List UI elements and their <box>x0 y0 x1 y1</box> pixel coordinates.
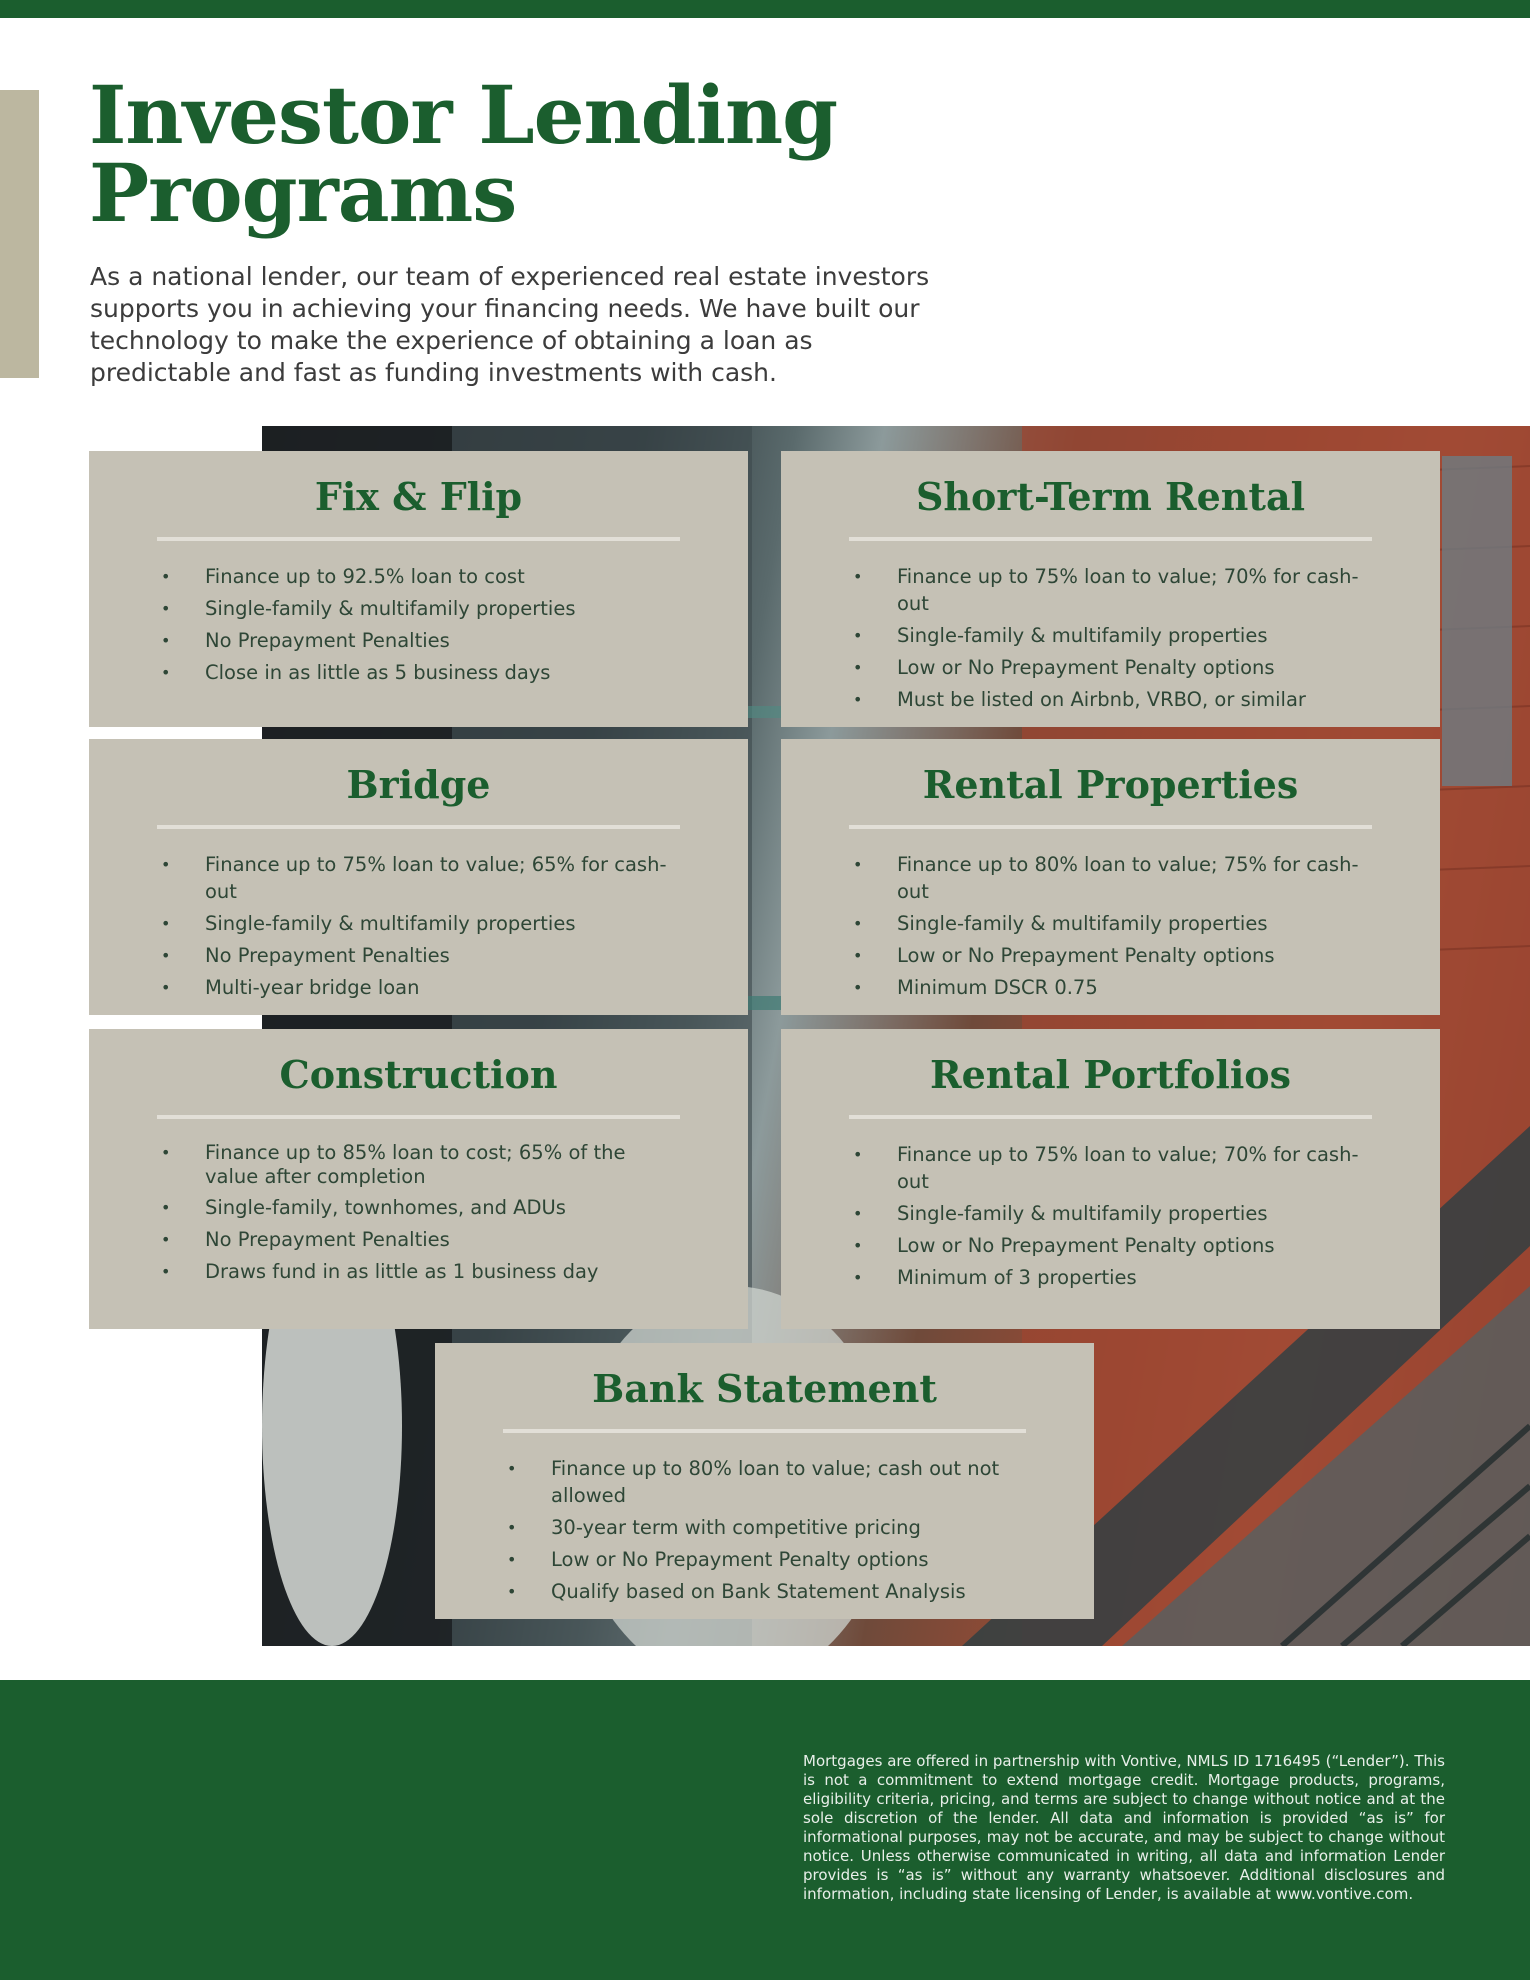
feature-text: Finance up to 80% loan to value; cash out not allowed <box>551 1457 1000 1507</box>
feature-item <box>849 563 1372 617</box>
feature-item <box>157 1226 680 1253</box>
feature-item <box>157 1194 680 1221</box>
feature-item <box>157 851 680 905</box>
bullet-icon: • <box>161 855 171 874</box>
feature-item <box>849 1200 1372 1227</box>
title-divider <box>157 537 680 541</box>
bullet-icon: • <box>507 1459 517 1478</box>
bullet-icon: • <box>853 914 863 933</box>
feature-text: Finance up to 75% loan to value; 70% for cash-out <box>897 565 1359 615</box>
feature-item <box>503 1514 1026 1541</box>
program-card-bridge <box>89 739 748 1015</box>
program-features <box>487 1455 1042 1605</box>
program-card-rental-properties <box>781 739 1440 1015</box>
program-card-bank-statement <box>435 1343 1094 1619</box>
bullet-icon: • <box>853 978 863 997</box>
feature-item <box>849 1264 1372 1291</box>
bullet-icon: • <box>507 1518 517 1537</box>
feature-text: No Prepayment Penalties <box>205 629 450 652</box>
title-divider <box>849 537 1372 541</box>
feature-item <box>157 942 680 969</box>
side-accent-bar <box>0 90 39 378</box>
bullet-icon: • <box>161 946 171 965</box>
program-title: Bridge <box>346 762 491 807</box>
feature-item <box>849 1232 1372 1259</box>
feature-text: No Prepayment Penalties <box>205 1228 450 1251</box>
feature-text: Single-family & multifamily properties <box>205 912 576 935</box>
program-title: Fix & Flip <box>314 474 523 519</box>
program-card-fix-flip <box>89 451 748 727</box>
feature-item <box>157 974 680 1001</box>
bullet-icon: • <box>853 690 863 709</box>
feature-text: Finance up to 75% loan to value; 65% for cash-out <box>205 853 667 903</box>
bullet-icon: • <box>161 914 171 933</box>
feature-text: Minimum DSCR 0.75 <box>897 976 1098 999</box>
feature-item <box>503 1546 1026 1573</box>
program-card-construction <box>89 1029 748 1329</box>
legal-disclaimer: Mortgages are offered in partnership with Vontive, NMLS ID 1716495 (“Lender”). This is not a commitment to extend mortgage credit. Mortgage products, programs, eligibility criteria, pricing, and terms are subject to change without notice and at the sole discretion of the lender. All data and information is provided “as is” for informational purposes, may not be accurate, and may be subject to change without notice. Unless otherwise communicated in writing, all data and information Lender provides is “as is” without any warranty whatsoever. Additional disclosures and information, including state licensing of Lender, is available at www.vontive.com. <box>803 1752 1445 1903</box>
feature-item <box>849 910 1372 937</box>
bullet-icon: • <box>161 567 171 586</box>
bullet-icon: • <box>853 658 863 677</box>
feature-text: Finance up to 75% loan to value; 70% for cash-out <box>897 1143 1359 1193</box>
feature-item <box>849 851 1372 905</box>
feature-item <box>157 1258 680 1285</box>
feature-item <box>849 622 1372 649</box>
feature-text: Single-family & multifamily properties <box>897 624 1268 647</box>
program-features <box>141 563 696 686</box>
title-divider <box>849 825 1372 829</box>
feature-text: Finance up to 92.5% loan to cost <box>205 565 525 588</box>
program-title: Rental Portfolios <box>930 1052 1291 1097</box>
bullet-icon: • <box>161 663 171 682</box>
bullet-icon: • <box>161 1143 171 1162</box>
feature-item <box>849 942 1372 969</box>
feature-item <box>157 1141 680 1189</box>
bullet-icon: • <box>507 1550 517 1569</box>
program-features <box>833 563 1388 713</box>
feature-item <box>157 595 680 622</box>
title-divider <box>849 1115 1372 1119</box>
bullet-icon: • <box>161 599 171 618</box>
bullet-icon: • <box>853 626 863 645</box>
program-features <box>141 851 696 1001</box>
feature-text: Finance up to 80% loan to value; 75% for cash-out <box>897 853 1359 903</box>
bullet-icon: • <box>853 1145 863 1164</box>
bullet-icon: • <box>161 631 171 650</box>
feature-item <box>157 910 680 937</box>
feature-item <box>157 659 680 686</box>
bullet-icon: • <box>161 1198 171 1217</box>
title-divider <box>157 825 680 829</box>
bullet-icon: • <box>853 567 863 586</box>
feature-text: Single-family & multifamily properties <box>897 1202 1268 1225</box>
program-features <box>833 851 1388 1001</box>
feature-text: Minimum of 3 properties <box>897 1266 1137 1289</box>
feature-text: 30-year term with competitive pricing <box>551 1516 921 1539</box>
program-title: Construction <box>279 1052 558 1097</box>
top-brand-bar <box>0 0 1530 18</box>
program-features <box>833 1141 1388 1291</box>
feature-text: Low or No Prepayment Penalty options <box>897 1234 1275 1257</box>
bullet-icon: • <box>853 1236 863 1255</box>
feature-item <box>849 1141 1372 1195</box>
program-title: Rental Properties <box>922 762 1299 807</box>
program-features <box>141 1141 696 1285</box>
bullet-icon: • <box>161 1230 171 1249</box>
bullet-icon: • <box>853 855 863 874</box>
program-card-rental-portfolios <box>781 1029 1440 1329</box>
feature-text: Low or No Prepayment Penalty options <box>897 656 1275 679</box>
feature-item <box>849 654 1372 681</box>
feature-text: Must be listed on Airbnb, VRBO, or similar <box>897 688 1306 711</box>
feature-text: No Prepayment Penalties <box>205 944 450 967</box>
feature-text: Qualify based on Bank Statement Analysis <box>551 1580 966 1603</box>
bullet-icon: • <box>853 1204 863 1223</box>
bullet-icon: • <box>853 1268 863 1287</box>
feature-item <box>157 563 680 590</box>
program-title: Short-Term Rental <box>915 474 1306 519</box>
feature-text: Single-family, townhomes, and ADUs <box>205 1196 566 1219</box>
bullet-icon: • <box>161 978 171 997</box>
program-card-short-term-rental <box>781 451 1440 727</box>
feature-text: Close in as little as 5 business days <box>205 661 551 684</box>
program-title: Bank Statement <box>592 1366 937 1411</box>
bullet-icon: • <box>853 946 863 965</box>
feature-text: Low or No Prepayment Penalty options <box>897 944 1275 967</box>
bullet-icon: • <box>507 1582 517 1601</box>
intro-paragraph: As a national lender, our team of experienced real estate investors supports you in achieving your financing needs. We have built our technology to make the experience of obtaining a loan as predictable and fast as funding investments with cash. <box>90 262 930 387</box>
feature-item <box>157 627 680 654</box>
feature-item <box>849 974 1372 1001</box>
feature-text: Single-family & multifamily properties <box>897 912 1268 935</box>
feature-item <box>503 1578 1026 1605</box>
title-divider <box>503 1429 1026 1433</box>
feature-text: Single-family & multifamily properties <box>205 597 576 620</box>
feature-item <box>503 1455 1026 1509</box>
feature-text: Multi-year bridge loan <box>205 976 420 999</box>
feature-text: Draws fund in as little as 1 business day <box>205 1260 599 1283</box>
feature-text: Low or No Prepayment Penalty options <box>551 1548 929 1571</box>
feature-item <box>849 686 1372 713</box>
bullet-icon: • <box>161 1262 171 1281</box>
feature-text: Finance up to 85% loan to cost; 65% of the value after completion <box>205 1141 626 1188</box>
title-divider <box>157 1115 680 1119</box>
page-title: Investor Lending Programs <box>89 68 838 240</box>
